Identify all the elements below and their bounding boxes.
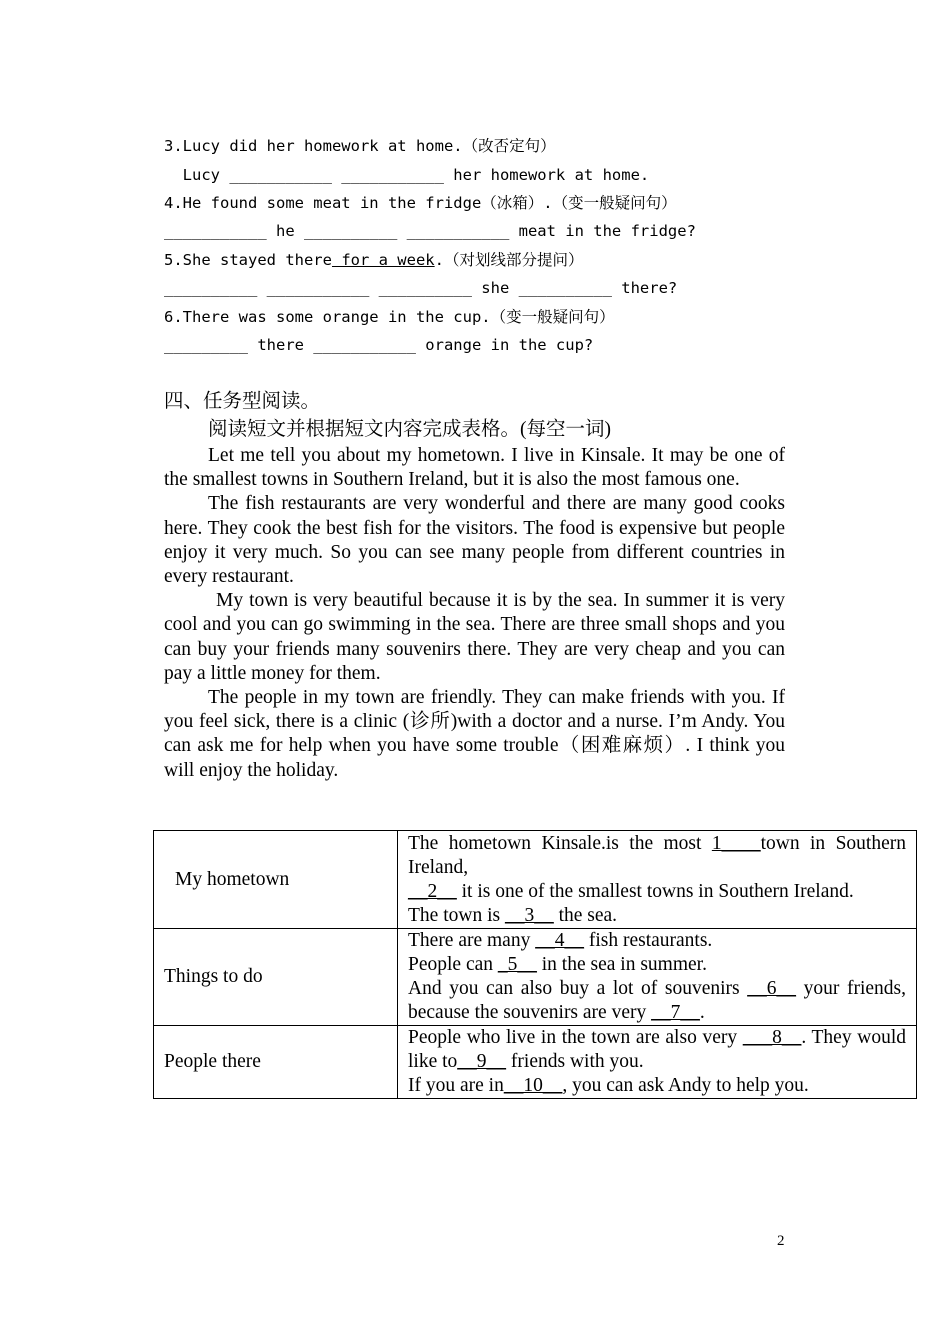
underlined-phrase: for a week	[331, 251, 435, 269]
row-label: Things to do	[154, 929, 398, 1026]
exercise-3-answer: Lucy ___________ ___________ her homework at home.	[164, 166, 650, 184]
row-label: People there	[154, 1026, 398, 1099]
content-line: And you can also buy a lot of souvenirs __6__ your friends, because the souvenirs are very __7__.	[408, 978, 906, 1023]
content-line: __2__ it is one of the smallest towns in Southern Ireland.	[408, 880, 854, 902]
blank-7[interactable]: __7__	[651, 1002, 700, 1023]
answer-table	[153, 830, 917, 1099]
content-line: If you are in__10__, you can ask Andy to help you.	[408, 1075, 809, 1096]
paragraph: Let me tell you about my hometown. I live in Kinsale. It may be one of the smallest towns in Southern Ireland, but it is also the most famous one.	[164, 445, 785, 491]
exercise-3-question: 3.Lucy did her homework at home.（改否定句）	[164, 137, 556, 155]
blank-2[interactable]: __2__	[408, 880, 457, 902]
table-row	[154, 831, 917, 929]
exercise-5-question: 5.She stayed there for a week.（对划线部分提问）	[164, 251, 584, 269]
paragraph: My town is very beautiful because it is by the sea. In summer it is very cool and you can go swimming in the sea. There are three small shops and you can buy your friends many souvenirs there. They are very cheap and you can pay a little money for them.	[164, 590, 785, 684]
exercise-6-question: 6.There was some orange in the cup.（变一般疑问句）	[164, 308, 615, 326]
blank-6[interactable]: __6__	[747, 978, 796, 999]
section-instruction: 阅读短文并根据短文内容完成表格。(每空一词)	[208, 419, 611, 440]
blank-5[interactable]: _5__	[497, 954, 537, 975]
blank-4[interactable]: __4__	[535, 930, 584, 951]
blank-1[interactable]: 1____	[711, 832, 761, 854]
paragraph: The people in my town are friendly. They can make friends with you. If you feel sick, there is a clinic (诊所)with a doctor and a nurse. I’m Andy. You can ask me for help when you have some trouble（困难麻烦）. I think you will enjoy the holiday.	[164, 687, 785, 781]
content-line: There are many __4__ fish restaurants.	[408, 930, 713, 951]
exercise-4-answer: ___________ he __________ ___________ meat in the fridge?	[164, 222, 696, 240]
section-heading: 四、任务型阅读。	[164, 391, 321, 412]
exercise-5-answer: __________ ___________ __________ she __________ there?	[164, 279, 678, 297]
exercise-4-question: 4.He found some meat in the fridge（冰箱）.（变一般疑问句）	[164, 194, 677, 212]
blank-9[interactable]: __9__	[457, 1051, 507, 1072]
page-number: 2	[777, 1233, 785, 1249]
exercise-6-answer: _________ there ___________ orange in the cup?	[164, 336, 594, 354]
content-line: The town is __3__ the sea.	[408, 904, 618, 926]
row-content	[398, 929, 917, 1026]
blank-3[interactable]: __3__	[504, 904, 554, 926]
blank-10[interactable]: __10__	[503, 1075, 563, 1096]
content-line: People who live in the town are also very ___8__. They would like to__9__ friends with you.	[408, 1027, 906, 1072]
paragraph: The fish restaurants are very wonderful and there are many good cooks here. They cook the best fish for the visitors. The food is expensive but people enjoy it very much. So you can see many people from different countries in every restaurant.	[164, 493, 785, 588]
row-label: My hometown	[154, 831, 398, 929]
row-content	[398, 1026, 917, 1099]
content-line: The hometown Kinsale.is the most 1____town in Southern Ireland,	[408, 832, 906, 878]
table-row	[154, 929, 917, 1026]
blank-8[interactable]: ___8__	[742, 1027, 802, 1048]
reading-passage	[164, 444, 785, 783]
row-content	[398, 831, 917, 929]
content-line: People can _5__ in the sea in summer.	[408, 954, 707, 975]
table-row	[154, 1026, 917, 1099]
